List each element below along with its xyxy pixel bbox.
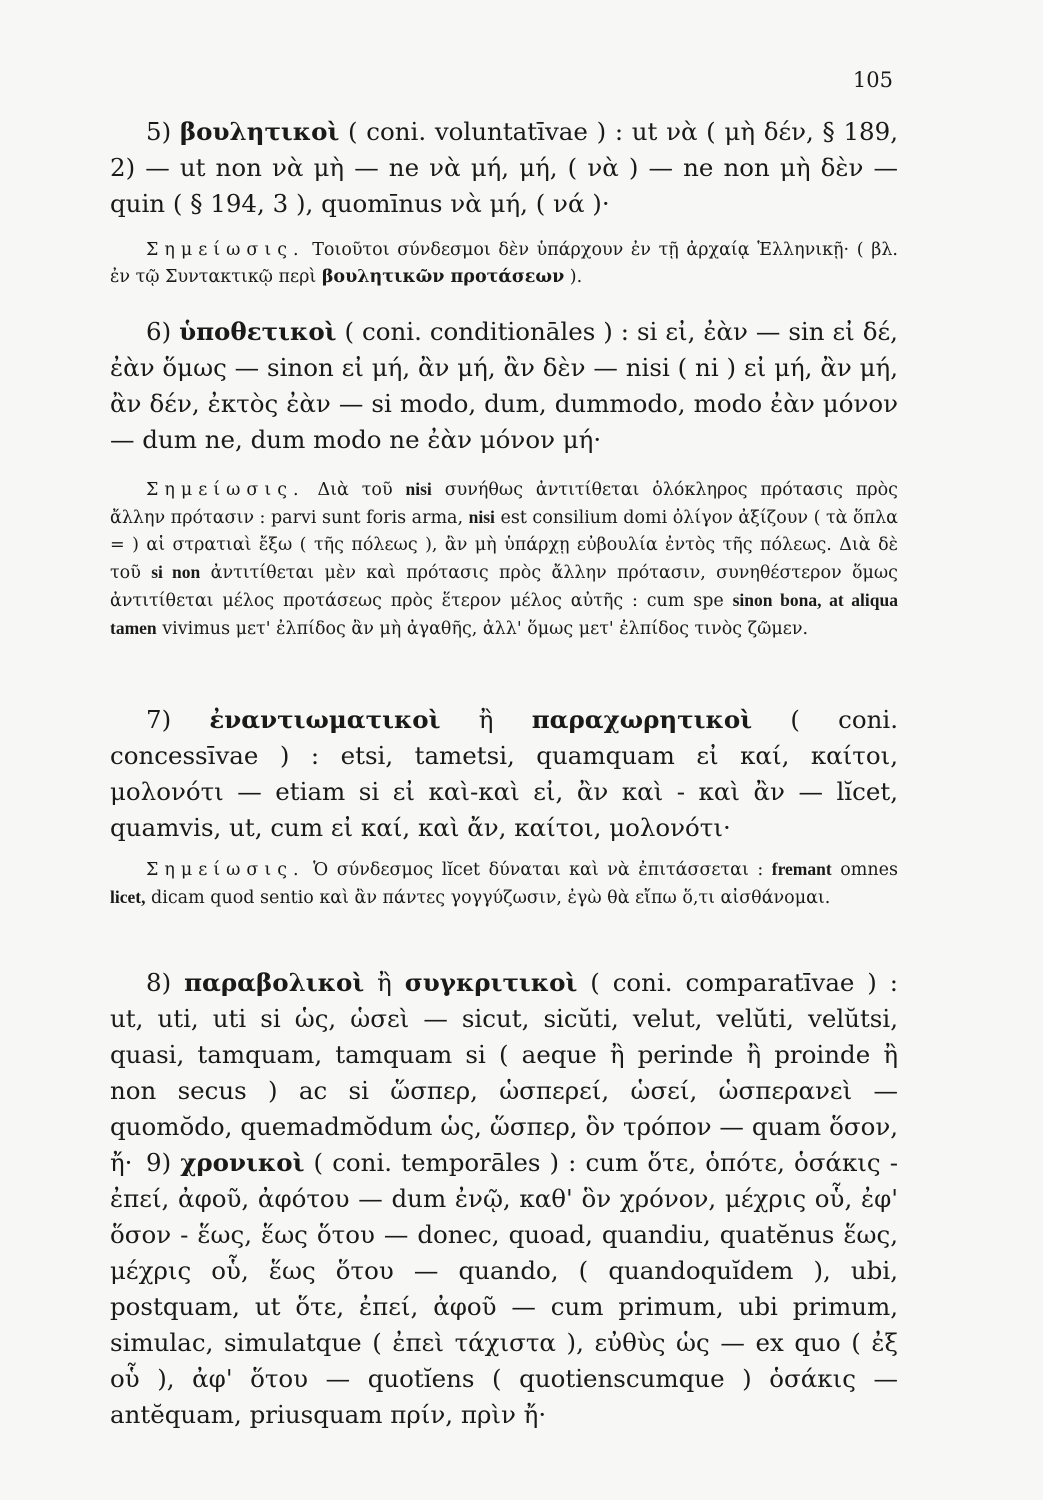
section-7-heading-2: παραχωρητικοὶ — [531, 705, 753, 734]
section-5-note-text: Τοιοῦτοι σύνδεσμοι δὲν ὑπάρχουν ἐν τῇ ἀρχαίᾳ Ἑλληνικῇ· ( βλ. ἐν τῷ Συντακτικῷ περὶ — [110, 240, 898, 287]
section-7-heading: ἐναντιωματικοὶ — [209, 705, 441, 734]
section-7-note-bold-1: fremant — [771, 859, 832, 879]
page-number: 105 — [852, 68, 893, 92]
section-9-paragraph — [110, 1145, 898, 1433]
section-6-note-text-3: est consilium domi ὀλίγον ἀξίζουν ( τὰ ὅπλα = ) αἱ στρατιαὶ ἔξω ( τῆς πόλεως ), ἂν μὴ ὑπάρχῃ εὐβουλία ἐντὸς τῆς πόλεως. Διὰ δὲ τοῦ — [110, 508, 898, 583]
section-7-note-text-1: Ὁ σύνδεσμος lĭcet δύναται καὶ νὰ ἐπιτάσσεται : — [313, 860, 764, 880]
section-6-text: ( coni. conditionāles ) : si εἰ, ἐὰν — sin εἰ δέ, ἐὰν ὅμως — sinon εἰ μή, ἂν μή, ἂν δὲν — nisi ( ni ) εἰ μή, ἂν μή, ἂν δέν, ἐκτὸς ἐὰν — si modo, dum, dummodo, modo ἐὰν μόνον — dum ne, dum modo ne ἐὰν μόνον μή· — [110, 317, 898, 454]
section-5-note-label: Σημείωσις. — [146, 240, 305, 260]
section-5-note — [110, 237, 898, 291]
section-5-text: ( coni. voluntatīvae ) : ut νὰ ( μὴ δέν, § 189, 2) — ut non νὰ μὴ — ne νὰ μή, μή, ( νὰ ) — ne non μὴ δὲν — quin ( § 194, 3 ), quomīnus νὰ μή, ( νά )· — [110, 117, 898, 218]
section-5-note-end: ). — [569, 267, 583, 287]
section-8-or: ἢ — [377, 968, 392, 997]
section-7-note-bold-2: licet, — [110, 887, 146, 907]
section-8-text: ( coni. comparatīvae ) : ut, uti, uti si ὡς, ὡσεὶ — sicut, sicŭti, velut, velŭti, velŭtsi, quasi, tamquam, tamquam si ( aeque ἢ perinde ἢ proinde ἢ non secus ) ac si ὥσπερ, ὡσπερεί, ὡσεί, ὡσπερανεὶ — quomŏdo, quemadmŏdum ὡς, ὥσπερ, ὃν τρόπον — quam ὅσον, ἤ· — [110, 968, 899, 1177]
section-7-note-label: Σημείωσις. — [146, 860, 305, 880]
section-9-number: 9) — [146, 1148, 172, 1177]
section-6-note-bold-2: nisi — [468, 507, 495, 527]
section-6-note-bold-4: sinon bona, at aliqua tamen — [110, 590, 898, 638]
section-5-note-bold: βουλητικῶν προτάσεων — [321, 267, 565, 287]
section-6-note-bold-3: si non — [151, 562, 201, 582]
section-7-paragraph — [110, 702, 898, 846]
section-7-text: ( coni. concessīvae ) : etsi, tametsi, quamquam εἰ καί, καίτοι, μολονότι — etiam si εἰ καὶ-καὶ εἰ, ἂν καὶ - καὶ ἂν — lĭcet, quamvis, ut, cum εἰ καί, καὶ ἄν, καίτοι, μολονότι· — [110, 705, 899, 842]
section-5-number: 5) — [146, 117, 172, 146]
section-6-note-text-2: συνήθως ἀντιτίθεται ὁλόκληρος πρότασις πρὸς ἄλλην πρότασιν : parvi sunt foris arma, — [110, 480, 898, 528]
section-8-heading-2: συγκριτικοὶ — [404, 968, 578, 997]
section-5-heading: βουλητικοὶ — [179, 117, 340, 146]
section-9-text: ( coni. temporāles ) : cum ὅτε, ὁπότε, ὁσάκις - ἐπεί, ἀφοῦ, ἀφότου — dum ἐνῷ, καθ' ὃν χρόνον, μέχρις οὗ, ἐφ' ὅσον - ἕως, ἕως ὅτου — donec, quoad, quandiu, quatĕnus ἕως, μέχρις οὗ, ἕως ὅτου — quando, ( quandoquĭdem ), ubi, postquam, ut ὅτε, ἐπεί, ἀφοῦ — cum primum, ubi primum, simulac, simulatque ( ἐπεὶ τάχιστα ), εὐθὺς ὡς — ex quo ( ἐξ οὗ ), ἀφ' ὅτου — quotĭens ( quotienscumque ) ὁσάκις — antĕquam, priusquam πρίν, πρὶν ἤ· — [110, 1148, 898, 1429]
section-8-heading: παραβολικοὶ — [184, 968, 365, 997]
section-8-number: 8) — [146, 968, 172, 997]
section-6-note-text-4: ἀντιτίθεται μὲν καὶ πρότασις πρὸς ἄλλην πρότασιν, συνηθέστερον ὅμως ἀντιτίθεται μέλος προτάσεως πρὸς ἕτερον μέλος αὐτῆς : cum spe — [110, 563, 898, 611]
section-6-note-text-5: vivimus μετ' ἐλπίδος ἂν μὴ ἀγαθῆς, ἀλλ' ὅμως μετ' ἐλπίδος τινὸς ζῶμεν. — [162, 619, 809, 639]
section-9-heading: χρονικοὶ — [180, 1148, 305, 1177]
section-7-note-text-3: dicam quod sentio καὶ ἂν πάντες γογγύζωσιν, ἐγὼ θὰ εἴπω ὅ,τι αἰσθάνομαι. — [151, 888, 831, 908]
section-6-note-label: Σημείωσις. — [146, 480, 305, 500]
section-6-heading: ὑποθετικοὶ — [179, 317, 337, 346]
section-5-paragraph — [110, 114, 898, 222]
section-7-note — [110, 856, 898, 912]
section-7-number: 7) — [146, 705, 172, 734]
section-6-number: 6) — [146, 317, 172, 346]
section-6-note-bold-1: nisi — [405, 479, 432, 499]
section-6-note-text-1: Διὰ τοῦ — [317, 480, 393, 500]
section-6-paragraph — [110, 314, 898, 458]
section-7-note-text-2: omnes — [840, 860, 898, 880]
section-6-note — [110, 476, 898, 643]
section-7-or: ἢ — [478, 705, 494, 734]
